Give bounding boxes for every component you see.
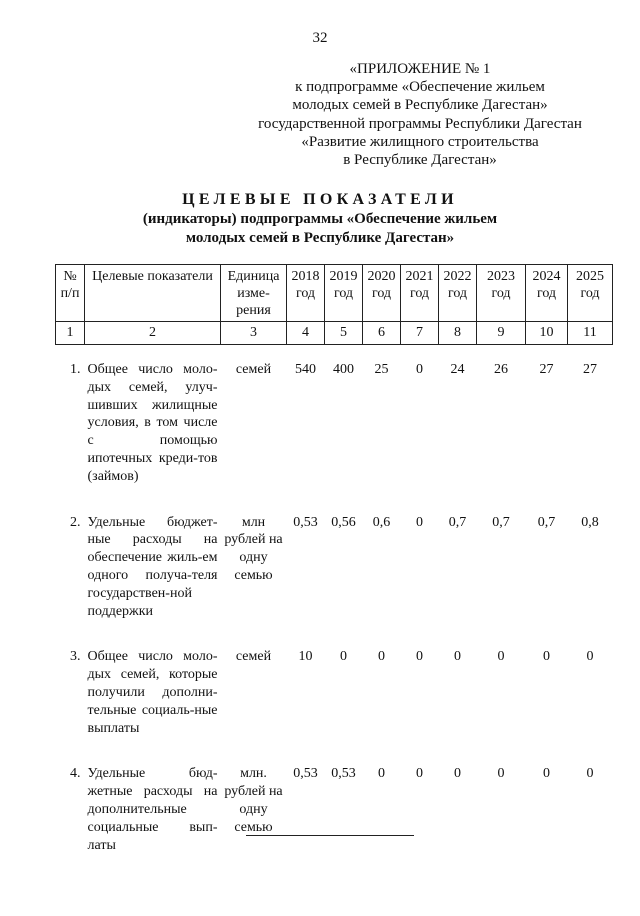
column-number: 11 (568, 322, 613, 345)
row-value: 0 (454, 766, 461, 782)
column-number: 4 (287, 322, 325, 345)
appendix-line: к подпрограмме «Обеспечение жильем (295, 79, 545, 96)
appendix-line: «ПРИЛОЖЕНИЕ № 1 (349, 61, 491, 77)
row-value: 27 (583, 362, 597, 377)
row-value: 0 (586, 766, 594, 782)
row-index: 1. (70, 362, 81, 377)
row-value: 0,7 (448, 514, 467, 530)
row-value: 0 (543, 649, 550, 665)
header-year: 2023 год (477, 265, 526, 322)
row-value: 0 (416, 766, 423, 782)
column-number: 6 (363, 322, 401, 345)
column-number: 9 (477, 322, 526, 345)
indicators-table (55, 264, 613, 854)
row-unit: семей (235, 649, 272, 665)
appendix-caption (250, 60, 590, 169)
row-value: 0,6 (372, 514, 391, 530)
row-index: 3. (70, 649, 81, 665)
header-year: 2018 год (287, 265, 325, 322)
header-unit: Единица изме-рения (221, 265, 287, 322)
row-value: 0,8 (581, 514, 599, 530)
header-year: 2025 год (568, 265, 613, 322)
header-year: 2020 год (363, 265, 401, 322)
header-year: 2024 год (526, 265, 568, 322)
column-number: 1 (56, 322, 85, 345)
column-number: 7 (401, 322, 439, 345)
row-value: 0 (340, 649, 347, 665)
row-value: 0 (378, 649, 385, 665)
table-row (56, 514, 613, 621)
row-value: 0 (454, 649, 461, 665)
heading-title: ЦЕЛЕВЫЕ ПОКАЗАТЕЛИ (182, 191, 458, 208)
row-value: 0 (586, 649, 594, 665)
row-indicator-name: Удельные бюджет-ные расходы на обеспечение жиль-ем одного получа-теля государствен-ной поддержки (87, 514, 218, 619)
row-value: 10 (298, 649, 313, 665)
row-index: 4. (70, 766, 81, 782)
row-value: 0 (543, 766, 550, 782)
row-indicator-name: Общее число моло-дых семей, улуч-шивших жилищные условия, в том числе с помощью ипотечных креди-тов (займов) (87, 362, 218, 484)
appendix-line: молодых семей в Республике Дагестан» (292, 97, 548, 114)
row-unit: млн. рублей на одну семью (224, 766, 283, 835)
heading-subtitle-line: молодых семей в Республике Дагестан» (185, 230, 455, 246)
row-value: 0 (416, 514, 423, 530)
header-year: 2019 год (325, 265, 363, 322)
row-unit: млн рублей на одну семью (224, 514, 283, 583)
row-value: 27 (539, 362, 554, 377)
table-row (56, 648, 613, 737)
column-number: 3 (221, 322, 287, 345)
row-value: 0 (497, 649, 505, 665)
row-value: 0,7 (492, 514, 510, 530)
column-number-row (56, 322, 613, 345)
row-value: 0,53 (293, 766, 318, 782)
row-value: 0 (378, 766, 385, 782)
appendix-line: государственной программы Республики Дагестан (258, 115, 582, 132)
header-year: 2021 год (401, 265, 439, 322)
column-number: 8 (439, 322, 477, 345)
appendix-line: в Республике Дагестан» (343, 152, 497, 169)
header-num: № п/п (56, 265, 85, 322)
column-number: 10 (526, 322, 568, 345)
row-value: 540 (295, 362, 316, 377)
header-name: Целевые показатели (85, 265, 221, 322)
row-value: 24 (450, 362, 465, 377)
row-value: 0 (416, 362, 423, 377)
row-value: 0 (416, 649, 423, 665)
table-header-row (56, 265, 613, 322)
header-year: 2022 год (439, 265, 477, 322)
heading-subtitle-line: (индикаторы) подпрограммы «Обеспечение жильем (142, 211, 498, 227)
row-value: 0,53 (331, 766, 356, 782)
appendix-line: «Развитие жилищного строительства (301, 133, 539, 150)
row-value: 0,56 (331, 514, 356, 530)
column-number: 5 (325, 322, 363, 345)
table-row (56, 765, 613, 854)
row-value: 25 (374, 362, 389, 377)
column-number: 2 (85, 322, 221, 345)
row-value: 26 (494, 362, 508, 377)
row-value: 0,53 (293, 514, 318, 530)
page-number: 32 (312, 30, 328, 46)
row-value: 0,7 (537, 514, 556, 530)
row-unit: семей (235, 362, 272, 377)
row-value: 400 (333, 362, 354, 377)
row-value: 0 (497, 766, 505, 782)
row-indicator-name: Общее число моло-дых семей, которые получили дополни-тельные социаль-ные выплаты (87, 649, 218, 736)
row-index: 2. (70, 514, 81, 530)
table-row (56, 361, 613, 486)
document-heading (0, 190, 640, 248)
row-indicator-name: Удельные бюд-жетные расходы на дополнительные социальные вып-латы (87, 766, 218, 853)
closing-separator-line (246, 835, 414, 836)
